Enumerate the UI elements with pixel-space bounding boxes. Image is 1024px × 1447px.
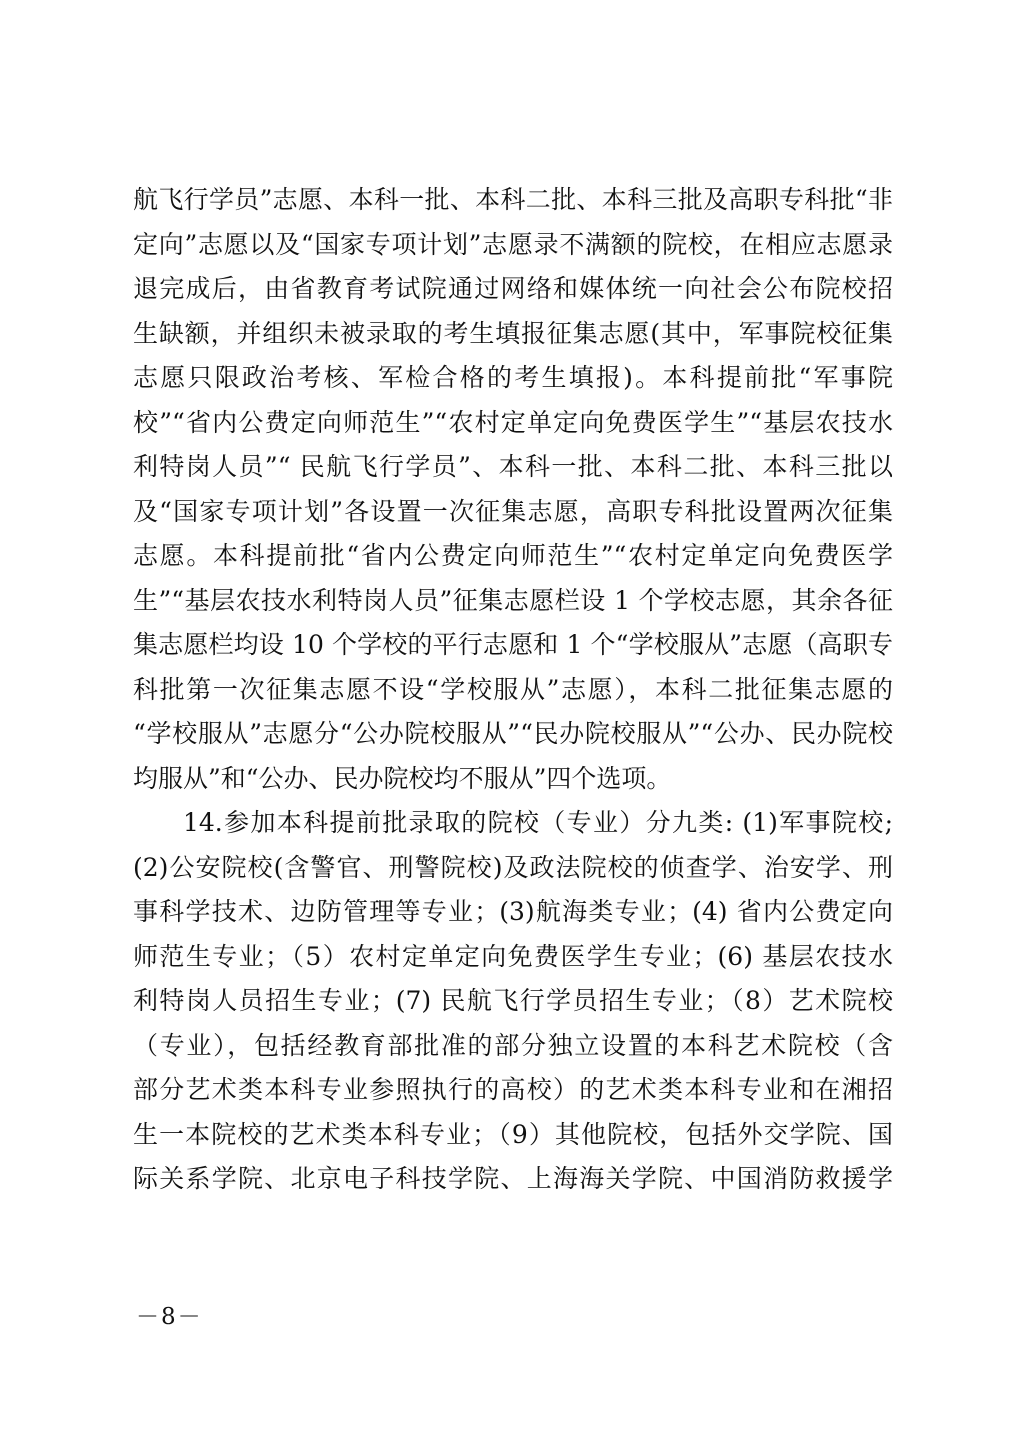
text-line: 均服从”和“公办、民办院校均不服从”四个选项。 (133, 763, 672, 793)
text-line: 及“国家专项计划”各设置一次征集志愿，高职专科批设置两次征集 (133, 496, 893, 526)
text-line: “学校服从”志愿分“公办院校服从”“民办院校服从”“公办、民办院校 (133, 719, 893, 748)
text-line: (2)公安院校(含警官、刑警院校)及政法院校的侦查学、治安学、刑 (133, 852, 893, 882)
text-line: 志愿只限政治考核、军检合格的考生填报)。本科提前批“军事院 (133, 363, 893, 392)
text-line: 生”“基层农技水利特岗人员”征集志愿栏设 1 个学校志愿，其余各征 (133, 585, 893, 615)
text-line: 定向”志愿以及“国家专项计划”志愿录不满额的院校，在相应志愿录 (133, 229, 893, 259)
text-line: 生缺额，并组织未被录取的考生填报征集志愿(其中，军事院校征集 (133, 318, 893, 348)
text-line: 退完成后，由省教育考试院通过网络和媒体统一向社会公布院校招 (133, 274, 893, 303)
text-line: （专业），包括经教育部批准的部分独立设置的本科艺术院校（含 (133, 1030, 893, 1060)
text-line: 校”“省内公费定向师范生”“农村定单定向免费医学生”“基层农技水 (133, 407, 893, 437)
text-line: 志愿。本科提前批“省内公费定向师范生”“农村定单定向免费医学 (133, 541, 893, 570)
text-line: 事科学技术、边防管理等专业；(3)航海类专业；(4) 省内公费定向 (133, 897, 893, 926)
text-line: 集志愿栏均设 10 个学校的平行志愿和 1 个“学校服从”志愿（高职专 (133, 630, 893, 659)
text-line: 生一本院校的艺术类本科专业；（9）其他院校，包括外交学院、国 (133, 1119, 893, 1149)
page-number: －8－ (136, 1304, 203, 1330)
text-line: 航飞行学员”志愿、本科一批、本科二批、本科三批及高职专科批“非 (133, 185, 893, 214)
text-line: 14.参加本科提前批录取的院校（专业）分九类: (1)军事院校; (183, 808, 893, 837)
text-line: 际关系学院、北京电子科技学院、上海海关学院、中国消防救援学 (133, 1164, 893, 1193)
text-line: 师范生专业；（5）农村定单定向免费医学生专业；(6) 基层农技水 (133, 941, 893, 971)
text-line: 部分艺术类本科专业参照执行的高校）的艺术类本科专业和在湘招 (133, 1075, 893, 1104)
document-body (133, 178, 893, 1202)
text-line: 科批第一次征集志愿不设“学校服从”志愿），本科二批征集志愿的 (133, 674, 893, 704)
text-line: 利特岗人员”“ 民航飞行学员”、本科一批、本科二批、本科三批以 (133, 452, 893, 481)
text-line: 利特岗人员招生专业；(7) 民航飞行学员招生专业；（8）艺术院校 (133, 986, 893, 1015)
